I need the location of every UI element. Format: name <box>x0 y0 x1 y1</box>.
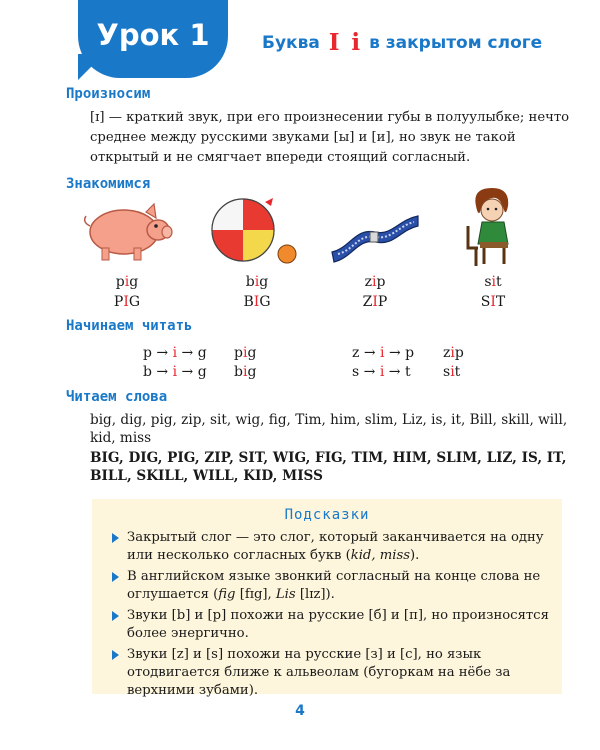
hint-item-3: Звуки [b] и [p] похожи на русские [б] и [п], но произносятся более энергично. <box>112 607 554 643</box>
meet-word-4: sit SIT <box>480 274 506 310</box>
word-list-uppercase: BIG, DIG, PIG, ZIP, SIT, WIG, FIG, TIM, HIM, SLIM, LIZ, IS, IT, BILL, SKILL, WILL, KID, MISS <box>90 450 567 484</box>
pig-picture <box>80 200 175 262</box>
topic-letter-upper: I <box>328 29 340 56</box>
bullet-arrow-icon <box>112 650 119 660</box>
meet-word-3: zip ZIP <box>362 274 388 310</box>
blend-word-1: pig <box>234 345 257 361</box>
pronounce-text: [ɪ] — краткий звук, при его произнесении губы в полуулыбке; нечто среднее между русскими звуками [ы] и [и], но звук не такой открытый и не смягчает впереди стоящий согласный. <box>90 110 570 165</box>
hints-title: Подсказки <box>284 507 370 523</box>
hint-item-1: Закрытый слог — это слог, который заканчивается на одну или несколько согласных букв (kid, miss). <box>112 529 554 565</box>
blend-row-4: s → i → t <box>352 364 411 380</box>
sitting-girl-picture <box>462 186 524 270</box>
blend-word-3: zip <box>443 345 464 361</box>
page-number: 4 <box>295 703 305 719</box>
blend-word-2: big <box>234 364 257 380</box>
read-words-heading: Читаем слова <box>66 389 168 405</box>
word-list-lowercase: big, dig, pig, zip, sit, wig, fig, Tim, him, slim, Liz, is, it, Bill, skill, will, kid, miss <box>90 412 568 446</box>
hints-list <box>112 529 554 703</box>
bullet-arrow-icon <box>112 533 119 543</box>
topic-prefix: Буква <box>262 33 320 53</box>
hints-box <box>92 499 562 698</box>
zipper-picture <box>330 208 420 263</box>
meet-word-1: pig PIG <box>113 274 141 310</box>
meet-word-2: big BIG <box>243 274 271 310</box>
topic-letter-lower: i <box>351 29 361 56</box>
blend-word-4: sit <box>443 364 461 380</box>
lesson-banner-tail <box>78 54 104 80</box>
meet-heading: Знакомимся <box>66 176 151 192</box>
lesson-title: Урок 1 <box>96 18 210 52</box>
blend-row-1: p → i → g <box>143 345 207 361</box>
bullet-arrow-icon <box>112 572 119 582</box>
topic-suffix: в закрытом слоге <box>369 33 543 53</box>
hint-item-2: В английском языке звонкий согласный на конце слова не оглушается (fig [fɪg], Lis [lɪz]). <box>112 568 554 604</box>
bullet-arrow-icon <box>112 611 119 621</box>
beach-ball-picture <box>205 196 300 268</box>
lesson-topic <box>262 27 542 54</box>
blend-row-3: z → i → p <box>352 345 415 361</box>
pronounce-heading: Произносим <box>66 86 151 102</box>
hint-item-4: Звуки [z] и [s] похожи на русские [з] и [с], но язык отодвигается ближе к альвеолам (бугоркам на нёбе за верхними зубами). <box>112 646 554 700</box>
start-reading-heading: Начинаем читать <box>66 318 193 334</box>
blend-row-2: b → i → g <box>143 364 207 380</box>
